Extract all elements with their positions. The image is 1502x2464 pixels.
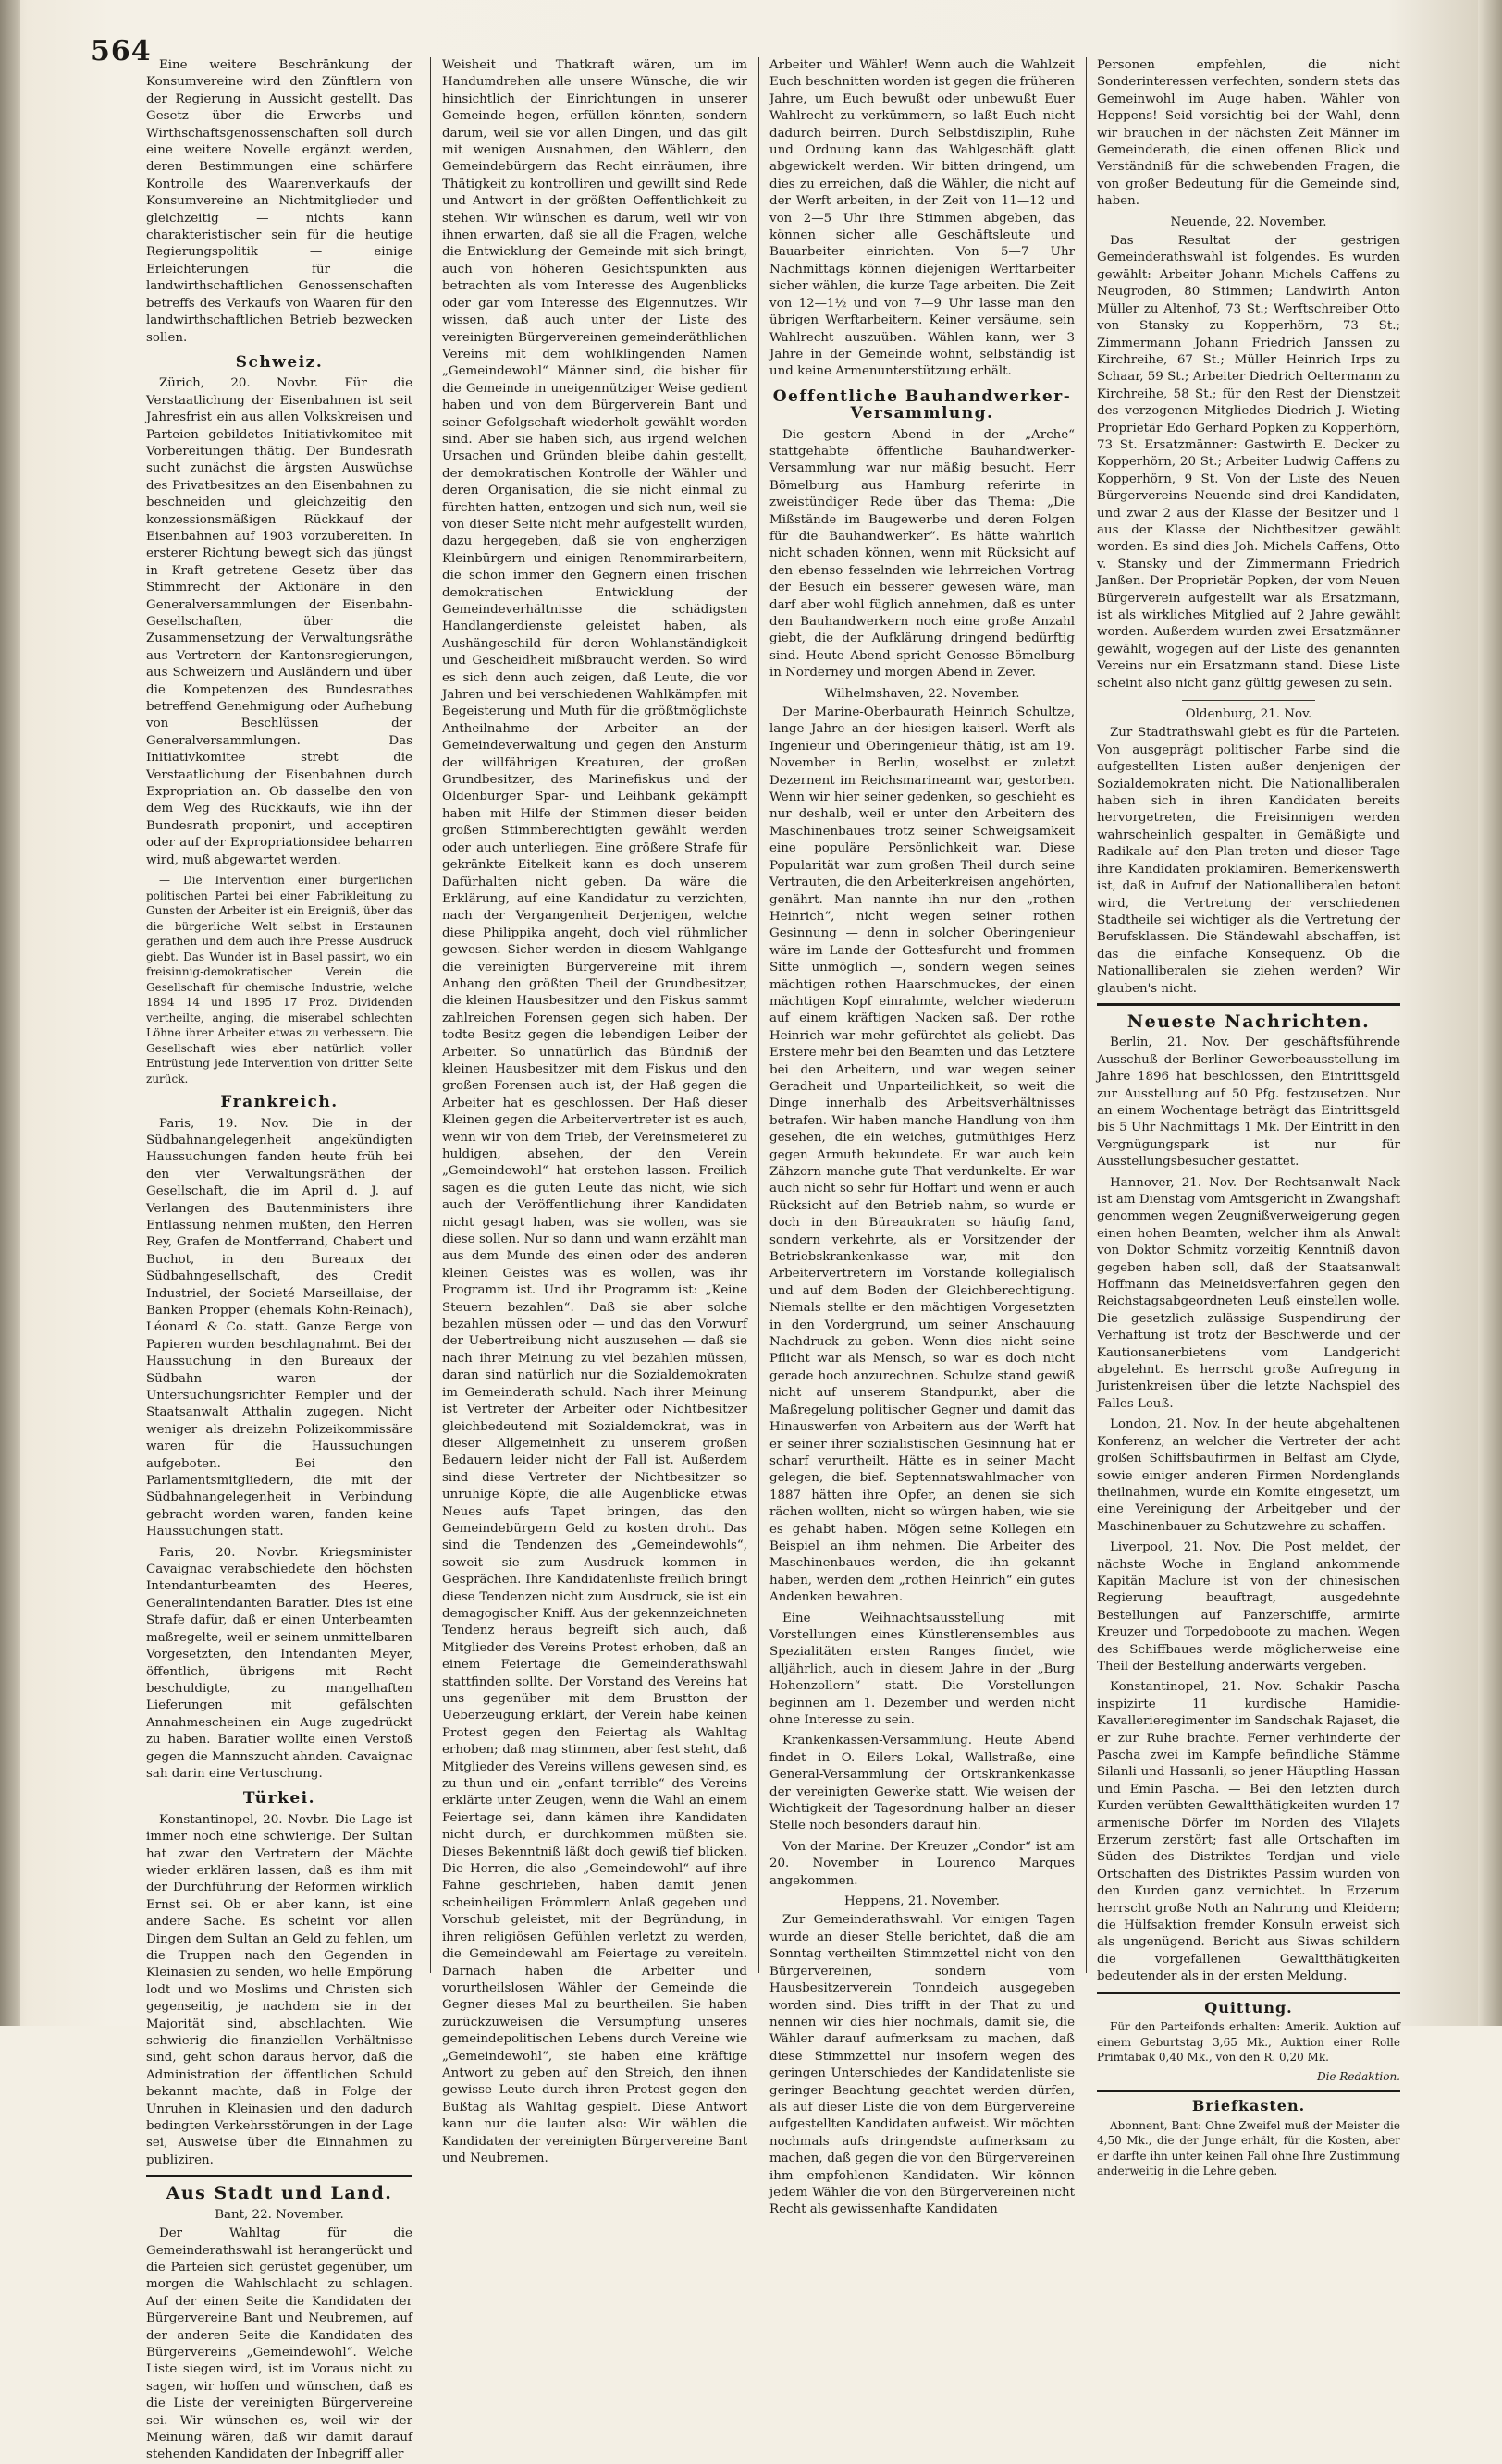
dateline: Neuende, 22. November. bbox=[1170, 215, 1327, 229]
section-divider bbox=[1097, 1992, 1400, 1994]
article-paragraph: Das Resultat der gestrigen Gemeinderathswahl ist folgendes. Es wurden gewählt: Arbeiter Johann Michels Caffens zu Neugroden, 80 Stimmen; Landwirth Anton Müller zu Altenhof, 73 St.; Werftschreiber Otto von Stansky zu Kopperhörn, 73 St.; Zimmermann Johann Friedrich Janssen zu Kirchreihe, 67 St.; Müller Heinrich Irps zu Schaar, 59 St.; Arbeiter Diedrich Oeltermann zu Kirchreihe, 58 St.; für den Rest der Dienstzeit des verzogenen Mitgliedes Diedrich J. Wieting Proprietär Edo Gerhard Popken zu Kopperhörn, 73 St. Ersatzmänner: Gastwirth E. Decker zu Kopperhörn, 20 St.; Arbeiter Ludwig Caffens zu Kopperhörn, 9 St. Von der Liste des Neuen Bürgervereins Neuende sind drei Kandidaten, und zwar 2 aus der Klasse der Besitzer und 1 aus der Klasse der Nichtbesitzer gewählt worden. Es sind dies Joh. Michels Caffens, Otto v. Stansky und der Zimmermann Friedrich Janßen. Der Proprietär Popken, der vom Neuen Bürgerverein aufgestellt war als Ersatzmann, ist als wirkliches Mitglied auf 2 Jahre gewählt worden. Außerdem wurden zwei Ersatzmänner gewählt, wogegen auf der Liste des genannten Vereins nur ein Ersatzmann stand. Diese Liste scheint also nicht ganz gültig gewesen zu sein. bbox=[1097, 234, 1400, 691]
article-paragraph: Zürich, 20. Novbr. Für die Verstaatlichung der Eisenbahnen ist seit Jahresfrist ein aus allen Volkskreisen und Parteien gebildetes Initiativkomitee mit Vorbereitungen thätig. Der Bundesrath sucht zunächst die ärgsten Auswüchse des Privatbesitzes an den Eisenbahnen zu beschneiden und gleichzeitig den konzessionsmäßigen Rückkauf der Eisenbahnen auf 1903 vorzubereiten. In ersterer Richtung bewegt sich das jüngst in Kraft getretene Gesetz über das Stimmrecht der Aktionäre in den Generalversammlungen der Eisenbahn-Gesellschaften, über die Zusammensetzung der Verwaltungsräthe aus Vertretern der Kantonsregierungen, aus Schweizern und Ausländern und über die Kompetenzen des Bundesrathes betreffend Genehmigung oder Aufhebung von Beschlüssen der Generalversammlungen. Das Initiativkomitee strebt die Verstaatlichung der Eisenbahnen durch Expropriation an. Ob dasselbe den von dem Weg des Rückkaufs, wie ihn der Bundesrath proponirt, und acceptiren oder auf der Expropriationsidee beharren wird, muß abgewartet werden. bbox=[146, 376, 412, 867]
notice-heading: Briefkasten. bbox=[1191, 2097, 1306, 2115]
notice-heading: Quittung. bbox=[1204, 1998, 1293, 2017]
article-paragraph: Zur Stadtrathswahl giebt es für die Parteien. Von ausgeprägt politischer Farbe sind die aufgestellten Listen außer denjenigen der Sozialdemokraten nicht. Die Nationalliberalen haben sich in ihren Kandidaten bereits hervorgetreten, die Freisinnigen werden wahrscheinlich gespalten in Gemäßigte und Radikale auf den Plan treten und dieser Tage ihre Kandidaten proklamiren. Bemerkenswerth ist, daß in Aufruf der Nationalliberalen betont wird, die Vertretung der verschiedenen Stadtheile sei wichtiger als die Vertretung der Berufsklassen. Die Ständewahl abschaffen, ist das die einfache Konsequenz. Ob die Nationalliberalen sie ziehen werden? Wir glauben's nicht. bbox=[1097, 726, 1400, 996]
section-heading: Schweiz. bbox=[235, 352, 324, 372]
article-paragraph: Konstantinopel, 20. Novbr. Die Lage ist immer noch eine schwierige. Der Sultan hat zwar den Vertretern der Mächte wieder erklären lassen, daß es ihm mit der Durchführung der Reformen wirklich Ernst sei. Ob er aber kann, ist eine andere Sache. Es scheint vor allen Dingen dem Sultan an Geld zu fehlen, um die Truppen nach den Gegenden in Kleinasien zu senden, wo helle Empörung lodt und wo Moslims und Christen sich gegenseitig, je nachdem sie in der Majorität sind, abschlachten. Wie schwierig die finanziellen Verhältnisse sind, geht schon daraus hervor, daß die Administration der öffentlichen Schuld bekannt machte, daß in Folge der Unruhen in Kleinasien und den dadurch bedingten Verkehrsstörungen in der Lage sei, Ausweise über die Einnahmen zu publiziren. bbox=[146, 1812, 412, 2167]
article-paragraph: Weisheit und Thatkraft wären, um im Handumdrehen alle unsere Wünsche, die wir hinsichtlich der Einrichtungen in unserer Gemeinde hegen, erfüllen könnten, sondern darum, weil sie vor allen Dingen, und das gilt mit wenigen Ausnahmen, den Wählern, den Gemeindebürgern das Recht einräumen, ihre Thätigkeit zu kontrolliren und gewillt sind Rede und Antwort in der größten Oeffentlichkeit zu stehen. Wir wünschen es darum, weil wir von ihnen erwarten, daß sie all die Fragen, welche die Entwicklung der Gemeinde mit sich bringt, auch von höheren Gesichtspunkten aus betrachten als vom Interesse des Augenblicks oder gar vom Interesse des Eigennutzes. Wir wissen, daß auch unter der Liste des vereinigten Bürgervereinen gemeinderäthlichen Vereins mit dem wohlklingenden Namen „Gemeindewohl“ Männer sind, die bisher für die Gemeinde in uneigennütziger Weise gedient haben und von dem Bürgerverein Bant und seiner Gefolgschaft wiederholt gewählt worden sind. Aber sie haben sich, aus irgend welchen Ursachen und Gründen bleibe dahin gestellt, der demokratischen Kontrolle der Wähler und deren Organisation, die sie nicht einmal zu fürchten hatten, entzogen und sich nun, weil sie von dieser Seite nicht mehr aufgestellt wurden, dazu hergegeben, daß sie von engherzigen Kleinbürgern und einigen Renommirarbeitern, die schon immer den Gegnern einen frischen demokratischen Entwicklung der Gemeindeverhältnisse die schädigsten Handlangerdienste geleistet haben, als Aushängeschild für deren Wohlanständigkeit und Gescheidheit mißbraucht werden. So wird es sich denn auch zeigen, daß Leute, die vor Jahren und bei verschiedenen Wahlkämpfen mit Begeisterung und Muth für die größtmöglichste Antheilnahme der Arbeiter an der Gemeindeverwaltung und gegen den Ansturm der willfährigen Kreaturen, der großen Grundbesitzer, des Marinefiskus und der Oldenburger Spar- und Leihbank gekämpft haben mit Hilfe der Stimmen dieser beiden großen Stimmberechtigten gewählt werden oder auch unterliegen. Eine größere Strafe für gekränkte Eitelkeit kann es doch unserem Dafürhalten nicht geben. Da wäre die Erklärung, auf eine Kandidatur zu verzichten, nach der Vergangenheit Derjenigen, welche diese Philippika angeht, doch viel rühmlicher gewesen. Sicher werden in diesem Wahlgange die vereinigten Bürgervereine mit ihrem Anhang den größten Theil der Grundbesitzer, die kleinen Hausbesitzer und den Fiskus sammt zahlreichen Forensen gegen sich haben. Der todte Besitz gegen die lebendigen Leiber der Arbeiter. So unnatürlich das Bündniß der kleinen Hausbesitzer mit dem Fiskus und den großen Forensen auch ist, der Haß gegen die Arbeiter hat es geschlossen. Der Haß dieser Kleinen gegen die Arbeitervertreter ist es auch, wenn wir von dem Trieb, der Vereinsmeierei zu huldigen, absehen, der den Verein „Gemeindewohl“ hat erstehen lassen. Freilich sagen es die guten Leute das nicht, wie sich auch der Veröffentlichung ihrer Kandidaten nicht gesagt haben, was sie wollen, was sie diese sollen. Nur so dann und wann erzählt man aus dem Munde des einen oder des anderen kleinen Geistes was es wollen, was ihr Programm ist. Und ihr Programm ist: „Keine Steuern bezahlen“. Daß sie aber solche bezahlen müssen oder — und das den Vorwurf der Uebertreibung nicht auszusehen — daß sie nach ihrer Meinung zu viel bezahlen müssen, daran sind natürlich nur die Sozialdemokraten im Gemeinderath schuld. Nach ihrer Meinung ist Vertreter der Arbeiter oder Nichtbesitzer gleichbedeutend mit Sozialdemokrat, was in dieser Allgemeinheit zu unserem großen Bedauern leider nicht der Fall ist. Außerdem sind diese Vertreter der Nichtbesitzer so unruhige Köpfe, die alle Augenblicke etwas Neues aufs Tapet bringen, das den Gemeindebürgern Geld zu kosten droht. Das sind die Tendenzen des „Gemeindewohls“, soweit sie zum Ausdruck kommen in Gesprächen. Ihre Kandidatenliste freilich bringt diese Tendenzen nicht zum Ausdruck, sie ist ein demagogischer Kniff. Aus der gekennzeichneten Tendenz heraus begreift sich auch, daß Mitglieder des Vereins Protest erhoben, daß an einem Feiertage die Gemeinderathswahl stattfinden sollte. Der Vorstand des Vereins hat uns gegenüber mit dem Brustton der Ueberzeugung erklärt, der Verein habe keinen Protest gegen den Feiertag als Wahltag erhoben; daß mag stimmen, aber fest steht, daß Mitglieder des Vereins willens gewesen sind, es zu thun und ein „enfant terrible“ des Vereins erklärte unter Zeugen, wenn die Wahl an einem Feiertage sei, dann kämen ihre Kandidaten nicht durch, er durchkommen müßten sie. Dieses Bekenntniß läßt doch gewiß tief blicken. Die Herren, die also „Gemeindewohl“ auf ihre Fahne geschrieben, haben damit jenen scheinheiligen Frömmlern Anlaß gegeben und Vorschub geleistet, mit der Begründung, in ihren religiösen Gefühlen verletzt zu werden, die Gemeindewahl am Feiertage zu vereiteln. Darnach haben die Arbeiter und vorurtheilslosen Wähler der Gemeinde die Gegner dieses Mal zu beurtheilen. Sie haben zurückzuweisen die Versumpfung unseres gemeindepolitischen Lebens durch Vereine wie „Gemeindewohl“, sie haben eine kräftige Antwort zu geben auf den Streich, den ihnen gewisse Leute durch ihren Protest gegen den Bußtag als Wahltag gespielt. Diese Antwort kann nur die lauten also: Wir wählen die Kandidaten der vereinigten Bürgervereine Bant und Neubremen. bbox=[442, 58, 747, 2165]
article-separator bbox=[1182, 700, 1315, 701]
article-paragraph: Liverpool, 21. Nov. Die Post meldet, der nächste Woche in England ankommende Kapitän Maclure ist von der chinesischen Regierung beauftragt, ausgedehnte Bestellungen auf Panzerschiffe, armirte Kreuzer und Torpedoboote zu machen. Wegen des Schiffbaues werde möglicherweise eine Theil der Bestellung anderwärts vergeben. bbox=[1097, 1540, 1400, 1673]
article-paragraph: Zur Gemeinderathswahl. Vor einigen Tagen wurde an dieser Stelle berichtet, daß die am Sonntag vertheilten Stimmzettel nicht von den Bürgervereinen, sondern vom Hausbesitzerverein Tonndeich ausgegeben worden sind. Dies trifft in der That zu und nennen wir dies hier nochmals, damit sie, die Wähler darauf aufmerksam zu machen, daß diese Stimmzettel nur insofern wegen des geringen Unterschiedes der Kandidatenliste sie geringer Beachtung geachtet werden dürfen, als auf dieser Liste die von dem Bürgervereine aufgestellten Kandidaten aufweist. Wir möchten nochmals aufs dringendste aufmerksam zu machen, daß gegen die von den Bürgervereinen ihm empfohlenen Kandidaten. Wir können jedem Wähler die von den Bürgervereinen nicht Recht als gewissenhafte Kandidaten bbox=[769, 1913, 1075, 2217]
column-1 bbox=[146, 57, 412, 2462]
section-heading: Türkei. bbox=[242, 1789, 316, 1808]
dateline: Wilhelmshaven, 22. November. bbox=[824, 686, 1020, 701]
article-paragraph: — Die Intervention einer bürgerlichen politischen Partei bei einer Fabrikleitung zu Gunsten der Arbeiter ist ein Ereigniß, über das die bürgerliche Welt selbst in Erstaunen gerathen und dem auch ihre Presse Ausdruck giebt. Das Wunder ist in Basel passirt, wo ein freisinnig-demokratischer Verein die Gesellschaft für chemische Industrie, welche 1894 14 und 1895 17 Proz. Dividenden vertheilte, anging, die miserabel schlechten Löhne ihrer Arbeiter etwas zu verbessern. Die Gesellschaft wies aber natürlich voller Entrüstung jede Intervention von dritter Seite zurück. bbox=[146, 874, 412, 1085]
article-paragraph: Eine Weihnachtsausstellung mit Vorstellungen eines Künstlerensembles aus Spezialitäten ersten Ranges findet, wie alljährlich, auch in diesem Jahre in der „Burg Hohenzollern“ statt. Die Vorstellungen beginnen am 1. Dezember und werden nicht ohne Interesse zu sein. bbox=[769, 1611, 1075, 1727]
dateline: Bant, 22. November. bbox=[215, 2207, 344, 2222]
article-paragraph: Personen empfehlen, die nicht Sonderinteressen verfechten, sondern stets das Gemeinwohl im Auge haben. Wähler von Heppens! Seid vorsichtig bei der Wahl, denn wir brauchen in der nächsten Zeit Männer im Gemeinderath, die einen offenen Blick und Verständniß für die schwebenden Fragen, die von großer Bedeutung für die Gemeinde sind, haben. bbox=[1097, 58, 1400, 209]
article-paragraph: Paris, 19. Nov. Die in der Südbahnangelegenheit angekündigten Haussuchungen fanden heute früh bei den vier Verwaltungsräthen der Gesellschaft, die im April d. J. auf Verlangen des Bautenministers ihre Entlassung nehmen mußten, den Herren Rey, Grafen de Montferrand, Chabert und Buchot, in den Bureaux der Südbahngesellschaft, des Credit Industriel, der Societé Marseillaise, der Banken Propper (ehemals Kohn-Reinach), Léonard & Co. statt. Ganze Berge von Papieren wurden beschlagnahmt. Bei der Haussuchung in den Bureaux der Südbahn waren der Untersuchungsrichter Rempler und der Staatsanwalt Atthalin zugegen. Nicht weniger als dreizehn Polizeikommissäre waren für die Haussuchungen aufgeboten. Bei den Parlamentsmitgliedern, die mit der Südbahnangelegenheit in Verbindung gebracht worden waren, fanden keine Haussuchungen statt. bbox=[146, 1116, 412, 1539]
article-paragraph: Die gestern Abend in der „Arche“ stattgehabte öffentliche Bauhandwerker-Versammlung war nur mäßig besucht. Herr Bömelburg aus Hamburg referirte in zweistündiger Rede über das Thema: „Die Mißstände im Baugewerbe und deren Folgen für die Bauhandwerker“. Es hätte wahrlich nicht schaden können, wenn mit Rücksicht auf den ebenso fesselnden wie lehrreichen Vortrag der Besuch ein besserer gewesen wäre, man darf aber wohl füglich annehmen, daß es unter den Bauhandwerkern noch eine große Anzahl giebt, die der Aufklärung dringend bedürftig sind. Heute Abend spricht Genosse Bömelburg in Norderney und morgen Abend in Zever. bbox=[769, 427, 1075, 680]
article-paragraph: Abonnent, Bant: Ohne Zweifel muß der Meister die 4,50 Mk., die der Junge erhält, für die Kosten, aber er darfte ihn unter keinen Fall ohne Ihre Zustimmung anderweitig in die Lehre geben. bbox=[1097, 2118, 1400, 2177]
page-number: 564 bbox=[91, 35, 152, 67]
section-divider bbox=[146, 2175, 412, 2177]
signature-line: Die Redaktion. bbox=[1316, 2069, 1400, 2083]
section-heading: Oeffentliche Bauhandwerker-Versammlung. bbox=[772, 386, 1072, 423]
dateline: Oldenburg, 21. Nov. bbox=[1185, 707, 1312, 722]
column-rule bbox=[430, 57, 431, 1973]
article-paragraph: Krankenkassen-Versammlung. Heute Abend findet in O. Eilers Lokal, Wallstraße, eine General-Versammlung der Ortskrankenkasse der vereinigten Gewerke statt. Wie weisen der Wichtigkeit der Tagesordnung halber an dieser Stelle noch besonders darauf hin. bbox=[769, 1734, 1075, 1833]
article-paragraph: Arbeiter und Wähler! Wenn auch die Wahlzeit Euch beschnitten worden ist gegen die früheren Jahre, um Euch bewußt oder unbewußt Euer Wahlrecht zu verkümmern, so laßt Euch nicht dadurch beirren. Durch Selbstdisziplin, Ruhe und Ordnung kann das Wahlgeschäft glatt abgewickelt werden. Wir bitten dringend, um dies zu erreichen, daß die Wähler, die nicht auf der Werft arbeiten, in der Zeit von 11—12 und von 2—5 Uhr ihre Stimmen abgeben, das können sicher alle Geschäftsleute und Bauarbeiter einrichten. Von 5—7 Uhr Nachmittags können diejenigen Werftarbeiter sicher wählen, die kurze Tage arbeiten. Die Zeit von 12—1½ und von 7—9 Uhr lasse man den übrigen Werftarbeitern. Keiner versäume, sein Wahlrecht auszuüben. Wählen kann, wer 3 Jahre in der Gemeinde wohnt, selbständig ist und keine Armenunterstützung erhält. bbox=[769, 58, 1075, 379]
article-paragraph: Berlin, 21. Nov. Der geschäftsführende Ausschuß der Berliner Gewerbeausstellung im Jahre 1896 hat beschlossen, den Eintrittsgeld zur Ausstellung auf 50 Pfg. festzusetzen. Nur an einem Wochentage beträgt das Eintrittsgeld bis 5 Uhr Nachmittags 1 Mk. Der Eintritt in den Vergnügungspark ist nur für Ausstellungsbesucher gestattet. bbox=[1097, 1036, 1400, 1170]
article-paragraph: London, 21. Nov. In der heute abgehaltenen Konferenz, an welcher die Vertreter der acht großen Schiffsbaufirmen in Belfast am Clyde, sowie einiger anderen Firmen Nordenglands theilnahmen, wurde ein Komite eingesetzt, um eine Vereinigung der Arbeitgeber und der Maschinenbauer zu Schutzwehre zu schaffen. bbox=[1097, 1417, 1400, 1534]
column-4 bbox=[1097, 57, 1400, 2177]
article-paragraph: Paris, 20. Novbr. Kriegsminister Cavaignac verabschiedete den höchsten Intendanturbeamten des Heeres, Generalintendanten Baratier. Dies ist eine Strafe dafür, daß er einen Unterbeamten maßregelte, weil er seinem unmittelbaren Vorgesetzten, den Intendanten Meyer, öffentlich, übrigens mit Recht beschuldigte, zu mangelhaften Lieferungen mit gefälschten Annahmescheinen ein Auge zugedrückt zu haben. Baratier wollte einen Verstoß gegen die Mannszucht ahnden. Cavaignac sah darin eine Vertuschung. bbox=[146, 1545, 412, 1781]
article-paragraph: Der Marine-Oberbaurath Heinrich Schultze, lange Jahre an der hiesigen kaiserl. Werft als Ingenieur und Oberingenieur thätig, ist am 19. November in Berlin, woselbst er zuletzt Dezernent im Reichsmarineamt war, gestorben. Wenn wir hier seiner gedenken, so geschieht es nur deshalb, weil er unter den Arbeitern des Maschinenbaues trotz seiner Schweigsamkeit eine populäre Persönlichkeit war. Diese Popularität war zum großen Theil durch seine Vertrauten, die den Arbeiterkreisen angehörten, genährt. Man nannte ihn nur den „rothen Heinrich“, nicht wegen seiner rothen Gesinnung — denn in solcher Oberingenieur wäre im Lande der Gottesfurcht und frommen Sitte unmöglich —, sondern wegen seines mächtigen rothen Haarschmuckes, der einen mächtigen Kopf einrahmte, welcher wiederum auf einem kräftigen Nacken saß. Der rothe Heinrich war mehr gefürchtet als geliebt. Das Erstere mehr bei den Beamten und das Letztere bei den Arbeitern, und war wegen seiner Geradheit und Unparteilichkeit, so weit die Dinge innerhalb des Arbeitsverhältnisses betrafen. Wir haben manche Handlung von ihm gesehen, die ein weiches, gutmüthiges Herz gegen Armuth bekundete. Er war auch kein Zähzorn manche gute That verdunkelte. Er war auch nicht so sehr für Hoffart und wenn er auch Rücksicht auf den Betrieb nahm, so wurde er doch in den Büreaukraten so häufig fand, sondern verkehrte, als er Vorsitzender der Betriebskrankenkasse war, mit den Arbeitervertretern im Vorstande kollegialisch und auf dem Boden der Gleichberechtigung. Niemals stellte er den mächtigen Vorgesetzten in den Vordergrund, um seiner Anschauung Nachdruck zu geben. Wenn dies nicht seine Pflicht war als Mensch, so war es doch nicht gerade hoch anzurechnen. Schulze stand gewiß nicht auf unserem Standpunkt, aber die Maßregelung politischer Gegner und damit das Hinauswerfen von Arbeitern aus der Werft hat er seiner ihrer sozialistischen Gesinnung hat er scharf verurtheilt. Hätte es in seiner Macht gelegen, die bief. Septennatswahlmacher von 1887 hätten ihre Opfer, an denen sie sich rächen wollten, nicht so würgen haben, wie sie es gehabt haben. Mögen seine Kollegen ein Beispiel an ihm nehmen. Die Arbeiter des Maschinenbaues werden, die ihn gekannt haben, werden dem „rothen Heinrich“ ein gutes Andenken bewahren. bbox=[769, 705, 1075, 1605]
column-rule bbox=[1086, 57, 1087, 1973]
column-2 bbox=[442, 57, 747, 2165]
dateline: Heppens, 21. November. bbox=[844, 1894, 1000, 1909]
page-binding-edge bbox=[0, 0, 20, 2026]
column-rule bbox=[758, 57, 759, 1973]
column-3 bbox=[769, 57, 1075, 2217]
section-divider bbox=[1097, 1003, 1400, 1006]
section-heading: Neueste Nachrichten. bbox=[1126, 1011, 1371, 1032]
section-divider bbox=[1097, 2090, 1400, 2092]
page-outer-edge bbox=[1478, 0, 1502, 2026]
section-heading: Aus Stadt und Land. bbox=[166, 2183, 393, 2204]
article-paragraph: Konstantinopel, 21. Nov. Schakir Pascha inspizirte 11 kurdische Hamidie-Kavallerieregimenter im Sandschak Rajaset, die er zur Ruhe brachte. Ferner verhinderte der Pascha zwei im Kampfe befindliche Stämme Silanli und Hassanli, so jener Häuptling Hassan und Emin Pascha. — Bei den letzten durch Kurden verübten Gewaltthätigkeiten wurden 17 armenische Dörfer im Norden des Vilajets Erzerum zerstört; fast alle Ortschaften im Süden des Distriktes Terdjan und viele Ortschaften des Distriktes Passim wurden von den Kurden ganz vernichtet. In Erzerum herrscht große Noth an Nahrung und Kleidern; die Hülfsaktion fremder Konsuln erweist sich als ungenügend. Bericht aus Siwas schildern die vorgefallenen Gewaltthätigkeiten bedeutender als in der ersten Meldung. bbox=[1097, 1680, 1400, 1984]
article-paragraph: Von der Marine. Der Kreuzer „Condor“ ist am 20. November in Lourenco Marques angekommen. bbox=[769, 1839, 1075, 1888]
article-paragraph: Für den Parteifonds erhalten: Amerik. Auktion auf einem Geburtstag 3,65 Mk., Auktion einer Rolle Primtabak 0,40 Mk., von den R. 0,20 Mk. bbox=[1097, 2020, 1400, 2065]
article-paragraph: Der Wahltag für die Gemeinderathswahl ist herangerückt und die Parteien sich gerüstet gegenüber, um morgen die Wahlschlacht zu schlagen. Auf der einen Seite die Kandidaten der Bürgervereine Bant und Neubremen, auf der anderen Seite die Kandidaten des Bürgervereins „Gemeindewohl“. Welche Liste siegen wird, ist im Voraus nicht zu sagen, wir hoffen und wünschen, daß es die Liste der vereinigten Bürgervereine sei. Wir wünschen es, weil wir der Meinung wären, daß wir damit darauf stehenden Kandidaten der Inbegriff aller bbox=[146, 2226, 412, 2462]
section-heading: Frankreich. bbox=[220, 1093, 339, 1112]
article-paragraph: Hannover, 21. Nov. Der Rechtsanwalt Nack ist am Dienstag vom Amtsgericht in Zwangshaft genommen wegen Zeugnißverweigerung gegen einen hohen Beamten, welcher ihm als Anwalt von Doktor Schmitz vorzeitig Kenntniß davon gegeben haben soll, daß der Staatsanwalt Hoffmann das Meineidsverfahren gegen den Reichstagsabgeordneten Leuß einstellen wolle. Die gesetzlich zulässige Suspendirung der Verhaftung ist trotz der Beschwerde und der Kautionsanerbietens vom Landgericht abgelehnt. Es herrscht große Aufregung in Juristenkreisen über die letzte Nachspiel des Falles Leuß. bbox=[1097, 1175, 1400, 1411]
article-paragraph: Eine weitere Beschränkung der Konsumvereine wird den Zünftlern von der Regierung in Aussicht gestellt. Das Gesetz über die Erwerbs- und Wirthschaftsgenossenschaften soll durch eine weitere Novelle ergänzt werden, deren Bestimmungen eine schärfere Kontrolle des Waarenverkaufs der Konsumvereine an Nichtmitglieder und gleichzeitig — nichts kann charakteristischer sein für die heutige Regierungspolitik — einige Erleichterungen für die landwirthschaftlichen Genossenschaften betreffs des Verkaufs von Waaren für den landwirthschaftlichen Betrieb bezwecken sollen. bbox=[146, 58, 412, 345]
